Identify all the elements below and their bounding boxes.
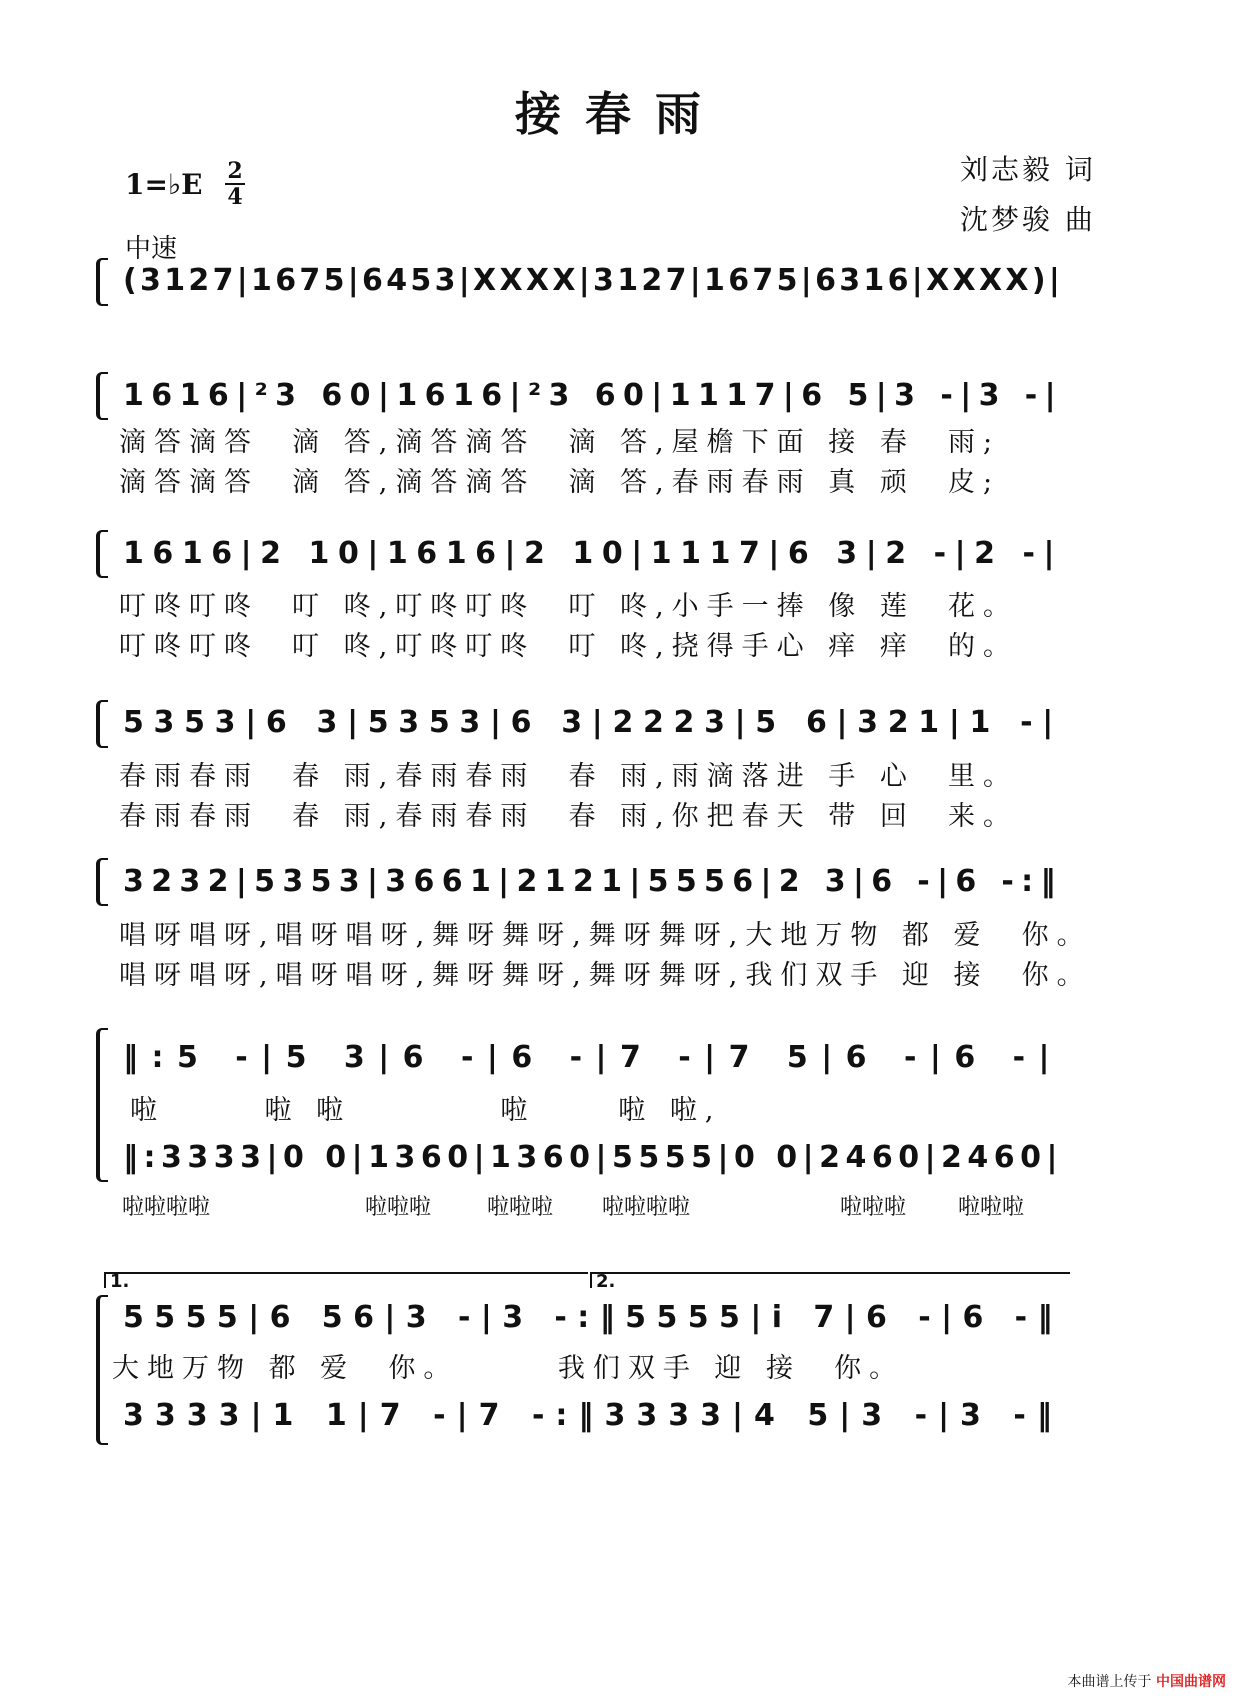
staff-4-lyric-verse-2: 唱呀唱呀,唱呀唱呀,舞呀舞呀,舞呀舞呀,我们双手 迎 接 你。 [119,960,1092,991]
staff-1-notes: 1616|²3 60|1616|²3 60|1117|6 5|3 -|3 -| [123,378,1064,413]
staff-6-lyric-3: 啦啦啦 [487,1195,554,1220]
staff-3-notes: 5353|6 3|5353|6 3|2223|5 6|321|1 -| [123,705,1063,740]
staff-2-lyric-verse-1: 叮咚叮咚 叮 咚,叮咚叮咚 叮 咚,小手一捧 像 莲 花。 [119,591,1018,622]
staff-6-lyric-6: 啦啦啦 [958,1195,1025,1220]
page-title: 接春雨 [515,87,725,141]
staff-7-upper-notes: 5555|6 56|3 -|3 -:‖5555|i 7|6 -|6 -‖ [123,1300,1063,1335]
staff-5-upper-notes: ‖:5 -|5 3|6 -|6 -|7 -|7 5|6 -|6 -| [123,1040,1063,1075]
staff-6-lyric-5: 啦啦啦 [840,1195,907,1220]
time-signature [222,160,248,208]
staff-8-lower-notes: 3333|1 1|7 -|7 -:‖3333|4 5|3 -|3 -‖ [123,1398,1063,1433]
staff-5-lyric: 啦 啦 啦 啦 啦 啦, [130,1095,722,1126]
time-signature-bottom: 4 [227,184,243,210]
staff-3-lyric-verse-1: 春雨春雨 春 雨,春雨春雨 春 雨,雨滴落进 手 心 里。 [119,761,1018,792]
staff-3-lyric-verse-2: 春雨春雨 春 雨,春雨春雨 春 雨,你把春天 带 回 来。 [119,801,1018,832]
staff-6-lyric-1: 啦啦啦啦 [122,1195,211,1220]
staff-1-lyric-verse-2: 滴答滴答 滴 答,滴答滴答 滴 答,春雨春雨 真 顽 皮; [119,467,1001,498]
staff-2-lyric-verse-2: 叮咚叮咚 叮 咚,叮咚叮咚 叮 咚,挠得手心 痒 痒 的。 [119,631,1018,662]
staff-6-lower-notes: ‖:3333|0 0|1360|1360|5555|0 0|2460|2460| [123,1140,1064,1175]
footer-site-link[interactable]: 中国曲谱网 [1156,1674,1226,1690]
key-signature: 1=♭E [125,168,203,201]
staff-intro-notes: (3127|1675|6453|XXXX|3127|1675|6316|XXXX)| [123,263,1064,298]
volta-2: 2. [590,1272,1070,1288]
lyricist-credit: 刘志毅 词 [960,153,1096,186]
staff-1-lyric-verse-1: 滴答滴答 滴 答,滴答滴答 滴 答,屋檐下面 接 春 雨; [119,427,1001,458]
staff-6-lyric-2: 啦啦啦 [365,1195,432,1220]
volta-1: 1. [104,1272,588,1288]
staff-7-lyric: 大地万物 都 爱 你。 我们双手 迎 接 你。 [112,1353,905,1384]
tempo-marking: 中速 [125,234,178,264]
footer-text: 本曲谱上传于 [1067,1674,1152,1690]
footer [1068,1671,1226,1691]
composer-credit: 沈梦骏 曲 [960,203,1096,236]
time-signature-top: 2 [227,158,243,184]
staff-2-notes: 1616|2 10|1616|2 10|1117|6 3|2 -|2 -| [123,536,1063,571]
staff-4-notes: 3232|5353|3661|2121|5556|2 3|6 -|6 -:‖ [123,864,1063,899]
staff-6-lyric-4: 啦啦啦啦 [602,1195,691,1220]
staff-4-lyric-verse-1: 唱呀唱呀,唱呀唱呀,舞呀舞呀,舞呀舞呀,大地万物 都 爱 你。 [119,920,1092,951]
